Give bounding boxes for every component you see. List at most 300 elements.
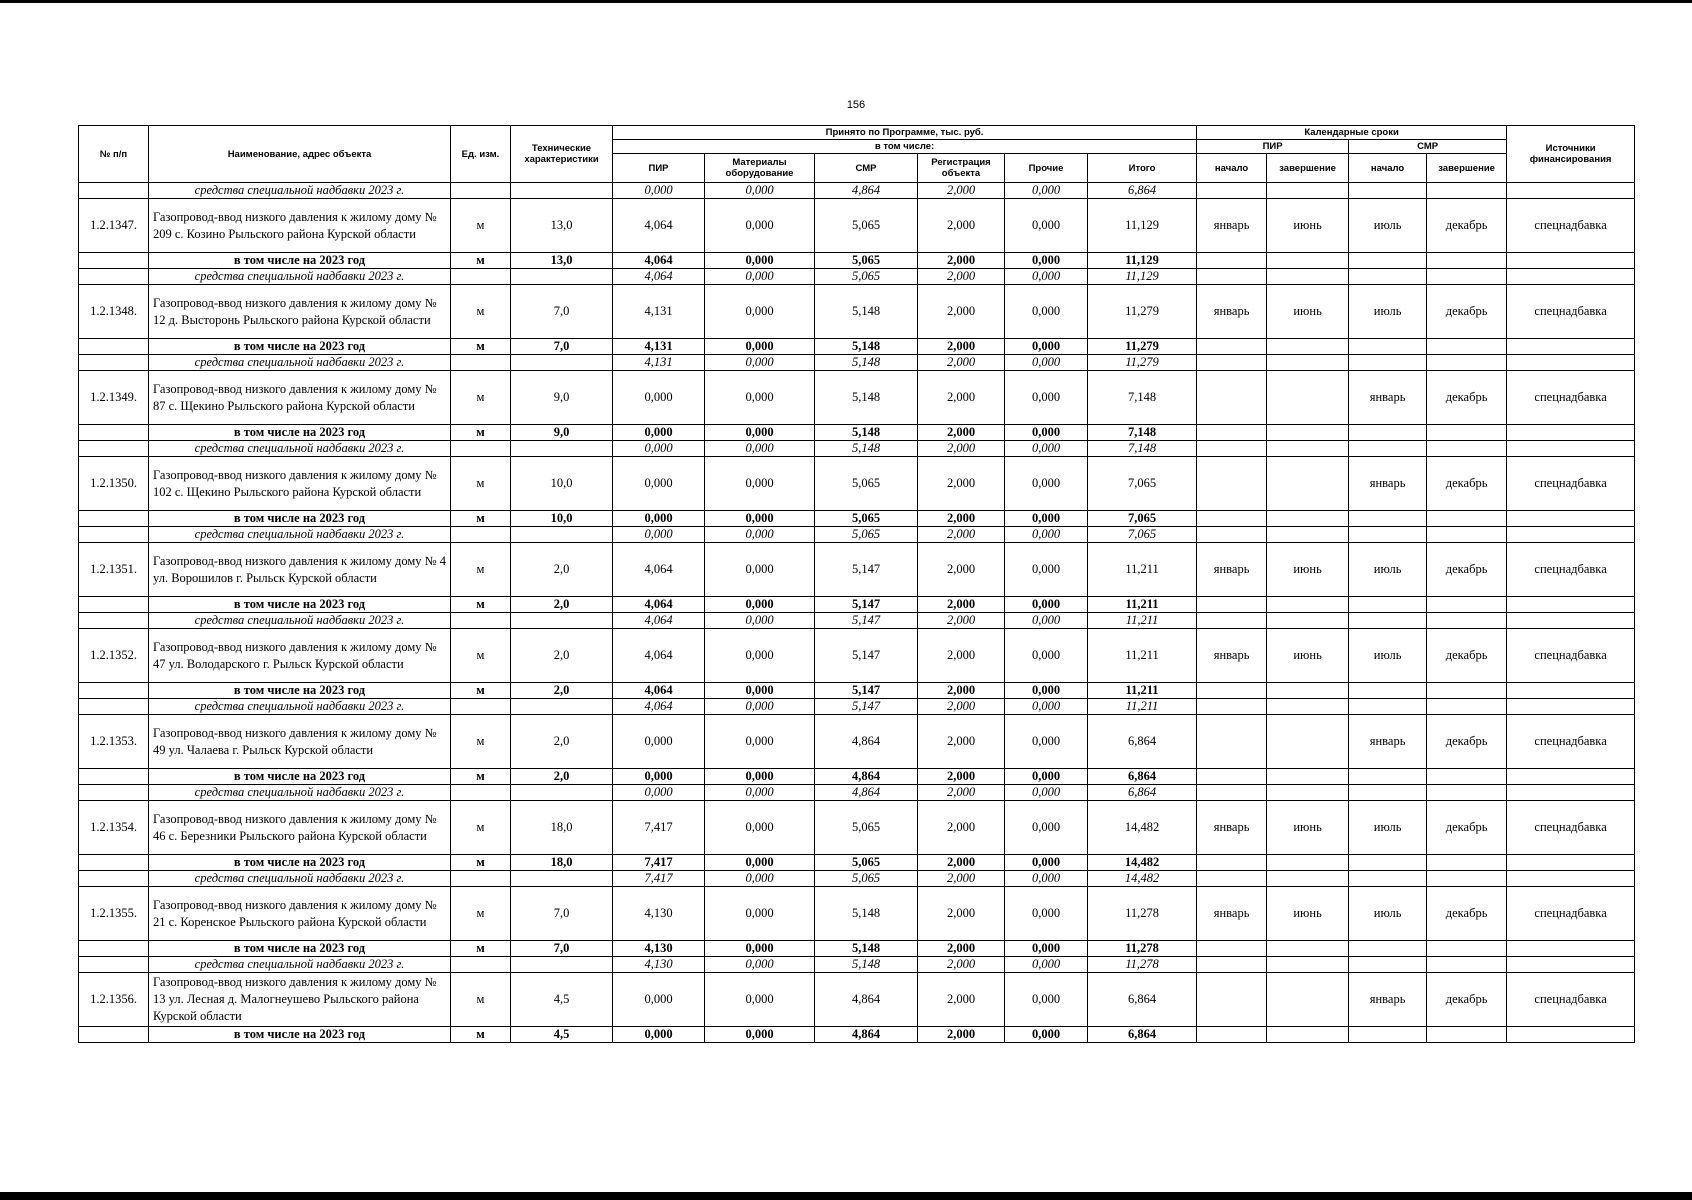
cell-empty <box>451 183 511 199</box>
cell-pir-start <box>1197 715 1267 769</box>
cell-smr-start: июль <box>1349 629 1427 683</box>
cell-empty <box>451 957 511 973</box>
cell-other: 0,000 <box>1005 457 1088 511</box>
cell-materials: 0,000 <box>705 597 815 613</box>
source-row <box>79 957 1635 973</box>
cell-pir: 4,064 <box>613 253 705 269</box>
cell-empty <box>1349 253 1427 269</box>
header-materials: Материалы оборудование <box>705 154 815 183</box>
cell-pir: 0,000 <box>613 441 705 457</box>
object-row <box>79 801 1635 855</box>
cell-pir: 0,000 <box>613 769 705 785</box>
cell-materials: 0,000 <box>705 253 815 269</box>
cell-empty <box>1267 269 1349 285</box>
cell-pir: 0,000 <box>613 425 705 441</box>
cell-smr-end: декабрь <box>1427 629 1507 683</box>
cell-registration: 2,000 <box>918 957 1005 973</box>
cell-empty <box>451 785 511 801</box>
cell-label: средства специальной надбавки 2023 г. <box>149 269 451 285</box>
header-other: Прочие <box>1005 154 1088 183</box>
cell-name: Газопровод-ввод низкого давления к жилому дому № 102 с. Щекино Рыльского района Курской области <box>149 457 451 511</box>
cell-total: 6,864 <box>1088 715 1197 769</box>
cell-empty <box>1349 699 1427 715</box>
cell-other: 0,000 <box>1005 269 1088 285</box>
cell-empty <box>1507 941 1635 957</box>
cell-pir: 4,064 <box>613 629 705 683</box>
cell-empty <box>1427 527 1507 543</box>
cell-empty <box>1507 527 1635 543</box>
cell-other: 0,000 <box>1005 887 1088 941</box>
cell-empty <box>511 871 613 887</box>
cell-pir-start: январь <box>1197 887 1267 941</box>
cell-pir: 4,131 <box>613 339 705 355</box>
cell-smr: 5,148 <box>815 425 918 441</box>
cell-tech: 13,0 <box>511 253 613 269</box>
cell-pir-end: июнь <box>1267 543 1349 597</box>
cell-empty <box>1197 941 1267 957</box>
cell-empty <box>1507 441 1635 457</box>
cell-empty <box>1349 597 1427 613</box>
cell-empty <box>1349 339 1427 355</box>
cell-label: средства специальной надбавки 2023 г. <box>149 355 451 371</box>
cell-unit: м <box>451 339 511 355</box>
cell-empty <box>1267 253 1349 269</box>
cell-total: 11,279 <box>1088 339 1197 355</box>
cell-materials: 0,000 <box>705 683 815 699</box>
cell-smr: 5,148 <box>815 441 918 457</box>
year-row <box>79 769 1635 785</box>
cell-empty <box>79 511 149 527</box>
cell-tech: 2,0 <box>511 629 613 683</box>
header-pir-group: ПИР <box>1197 140 1349 154</box>
cell-label: в том числе на 2023 год <box>149 339 451 355</box>
header-calendar: Календарные сроки <box>1197 126 1507 140</box>
cell-smr: 5,065 <box>815 511 918 527</box>
cell-empty <box>1197 785 1267 801</box>
cell-total: 7,148 <box>1088 441 1197 457</box>
cell-empty <box>1507 855 1635 871</box>
object-row <box>79 371 1635 425</box>
cell-unit: м <box>451 253 511 269</box>
cell-tech: 7,0 <box>511 887 613 941</box>
cell-total: 14,482 <box>1088 801 1197 855</box>
cell-materials: 0,000 <box>705 457 815 511</box>
cell-materials: 0,000 <box>705 183 815 199</box>
cell-empty <box>1427 253 1507 269</box>
cell-label: в том числе на 2023 год <box>149 855 451 871</box>
cell-unit: м <box>451 543 511 597</box>
cell-materials: 0,000 <box>705 371 815 425</box>
cell-tech: 7,0 <box>511 285 613 339</box>
cell-empty <box>1349 855 1427 871</box>
object-row <box>79 973 1635 1027</box>
cell-materials: 0,000 <box>705 941 815 957</box>
cell-materials: 0,000 <box>705 269 815 285</box>
cell-empty <box>1507 355 1635 371</box>
cell-unit: м <box>451 511 511 527</box>
cell-empty <box>1197 957 1267 973</box>
cell-tech: 4,5 <box>511 1027 613 1043</box>
cell-empty <box>451 613 511 629</box>
source-row <box>79 441 1635 457</box>
cell-empty <box>451 871 511 887</box>
cell-pir-end: июнь <box>1267 801 1349 855</box>
cell-pir: 0,000 <box>613 183 705 199</box>
cell-empty <box>511 613 613 629</box>
cell-label: в том числе на 2023 год <box>149 597 451 613</box>
cell-empty <box>511 527 613 543</box>
cell-registration: 2,000 <box>918 355 1005 371</box>
cell-empty <box>1267 183 1349 199</box>
cell-smr-end: декабрь <box>1427 543 1507 597</box>
cell-empty <box>1197 441 1267 457</box>
cell-smr: 5,065 <box>815 855 918 871</box>
cell-total: 7,065 <box>1088 457 1197 511</box>
cell-empty <box>1267 1027 1349 1043</box>
cell-pir: 0,000 <box>613 527 705 543</box>
cell-pir-start <box>1197 457 1267 511</box>
cell-unit: м <box>451 769 511 785</box>
cell-registration: 2,000 <box>918 183 1005 199</box>
cell-empty <box>79 425 149 441</box>
header-total: Итого <box>1088 154 1197 183</box>
cell-empty <box>79 339 149 355</box>
cell-empty <box>1507 683 1635 699</box>
cell-total: 6,864 <box>1088 973 1197 1027</box>
cell-num: 1.2.1355. <box>79 887 149 941</box>
cell-pir-end: июнь <box>1267 285 1349 339</box>
cell-registration: 2,000 <box>918 253 1005 269</box>
cell-tech: 7,0 <box>511 339 613 355</box>
cell-empty <box>1427 941 1507 957</box>
cell-materials: 0,000 <box>705 425 815 441</box>
cell-registration: 2,000 <box>918 441 1005 457</box>
cell-smr: 5,148 <box>815 285 918 339</box>
cell-other: 0,000 <box>1005 699 1088 715</box>
cell-pir-start: январь <box>1197 801 1267 855</box>
cell-other: 0,000 <box>1005 785 1088 801</box>
cell-label: средства специальной надбавки 2023 г. <box>149 613 451 629</box>
cell-tech: 10,0 <box>511 511 613 527</box>
cell-empty <box>79 855 149 871</box>
cell-pir-start: январь <box>1197 543 1267 597</box>
cell-registration: 2,000 <box>918 425 1005 441</box>
cell-other: 0,000 <box>1005 543 1088 597</box>
cell-empty <box>79 355 149 371</box>
cell-empty <box>1267 941 1349 957</box>
cell-unit: м <box>451 715 511 769</box>
header-pir: ПИР <box>613 154 705 183</box>
cell-materials: 0,000 <box>705 957 815 973</box>
cell-other: 0,000 <box>1005 511 1088 527</box>
cell-other: 0,000 <box>1005 355 1088 371</box>
cell-pir-end <box>1267 457 1349 511</box>
cell-smr: 5,065 <box>815 457 918 511</box>
scan-edge-bottom <box>0 1192 1692 1200</box>
cell-smr: 4,864 <box>815 973 918 1027</box>
cell-other: 0,000 <box>1005 801 1088 855</box>
cell-materials: 0,000 <box>705 527 815 543</box>
cell-source: спецнадбавка <box>1507 371 1635 425</box>
cell-empty <box>511 957 613 973</box>
cell-registration: 2,000 <box>918 699 1005 715</box>
cell-empty <box>1427 855 1507 871</box>
cell-other: 0,000 <box>1005 683 1088 699</box>
cell-empty <box>79 597 149 613</box>
cell-materials: 0,000 <box>705 769 815 785</box>
cell-empty <box>451 527 511 543</box>
cell-num: 1.2.1349. <box>79 371 149 425</box>
cell-registration: 2,000 <box>918 527 1005 543</box>
cell-empty <box>511 699 613 715</box>
cell-registration: 2,000 <box>918 973 1005 1027</box>
cell-num: 1.2.1351. <box>79 543 149 597</box>
cell-pir-end <box>1267 973 1349 1027</box>
cell-smr-end: декабрь <box>1427 887 1507 941</box>
cell-smr-start: июль <box>1349 887 1427 941</box>
cell-source: спецнадбавка <box>1507 199 1635 253</box>
cell-name: Газопровод-ввод низкого давления к жилому дому № 12 д. Высторонь Рыльского района Курской области <box>149 285 451 339</box>
cell-label: средства специальной надбавки 2023 г. <box>149 183 451 199</box>
cell-unit: м <box>451 629 511 683</box>
cell-empty <box>1427 785 1507 801</box>
cell-empty <box>451 441 511 457</box>
cell-pir: 0,000 <box>613 457 705 511</box>
cell-source: спецнадбавка <box>1507 457 1635 511</box>
header-unit: Ед. изм. <box>451 126 511 183</box>
cell-source: спецнадбавка <box>1507 543 1635 597</box>
cell-empty <box>1267 871 1349 887</box>
cell-total: 6,864 <box>1088 183 1197 199</box>
cell-registration: 2,000 <box>918 785 1005 801</box>
cell-smr: 4,864 <box>815 1027 918 1043</box>
year-row <box>79 941 1635 957</box>
cell-tech: 9,0 <box>511 425 613 441</box>
header-sources: Источники финансирования <box>1507 126 1635 183</box>
cell-empty <box>1267 355 1349 371</box>
header-smr-end: завершение <box>1427 154 1507 183</box>
cell-smr: 5,065 <box>815 871 918 887</box>
cell-empty <box>1427 957 1507 973</box>
year-row <box>79 511 1635 527</box>
cell-smr-start: январь <box>1349 973 1427 1027</box>
cell-materials: 0,000 <box>705 973 815 1027</box>
cell-other: 0,000 <box>1005 769 1088 785</box>
cell-total: 7,148 <box>1088 371 1197 425</box>
cell-pir-end <box>1267 371 1349 425</box>
cell-registration: 2,000 <box>918 769 1005 785</box>
cell-empty <box>1349 511 1427 527</box>
cell-empty <box>1427 871 1507 887</box>
cell-registration: 2,000 <box>918 629 1005 683</box>
cell-other: 0,000 <box>1005 957 1088 973</box>
cell-total: 11,278 <box>1088 941 1197 957</box>
cell-materials: 0,000 <box>705 1027 815 1043</box>
cell-empty <box>79 253 149 269</box>
cell-smr: 5,065 <box>815 527 918 543</box>
header-tech: Технические характеристики <box>511 126 613 183</box>
cell-empty <box>79 183 149 199</box>
cell-empty <box>451 699 511 715</box>
cell-tech: 2,0 <box>511 769 613 785</box>
cell-empty <box>1427 597 1507 613</box>
header-registration: Регистрация объекта <box>918 154 1005 183</box>
cell-smr-start: июль <box>1349 543 1427 597</box>
cell-smr: 5,148 <box>815 339 918 355</box>
cell-empty <box>1349 957 1427 973</box>
source-row <box>79 871 1635 887</box>
cell-smr-end: декабрь <box>1427 973 1507 1027</box>
cell-registration: 2,000 <box>918 285 1005 339</box>
cell-empty <box>1507 699 1635 715</box>
cell-empty <box>1349 527 1427 543</box>
year-row <box>79 339 1635 355</box>
cell-empty <box>1349 183 1427 199</box>
cell-unit: м <box>451 973 511 1027</box>
cell-source: спецнадбавка <box>1507 887 1635 941</box>
cell-smr: 5,148 <box>815 941 918 957</box>
cell-empty <box>1427 355 1507 371</box>
cell-smr: 5,147 <box>815 597 918 613</box>
cell-unit: м <box>451 683 511 699</box>
cell-smr: 5,148 <box>815 887 918 941</box>
cell-pir: 0,000 <box>613 511 705 527</box>
cell-tech: 2,0 <box>511 597 613 613</box>
cell-other: 0,000 <box>1005 871 1088 887</box>
source-row <box>79 613 1635 629</box>
cell-unit: м <box>451 285 511 339</box>
cell-smr: 5,148 <box>815 957 918 973</box>
cell-smr-end: декабрь <box>1427 371 1507 425</box>
cell-source: спецнадбавка <box>1507 629 1635 683</box>
cell-unit: м <box>451 597 511 613</box>
cell-total: 11,211 <box>1088 699 1197 715</box>
cell-empty <box>1349 785 1427 801</box>
cell-empty <box>79 785 149 801</box>
cell-label: средства специальной надбавки 2023 г. <box>149 699 451 715</box>
cell-total: 11,211 <box>1088 543 1197 597</box>
object-row <box>79 457 1635 511</box>
cell-empty <box>451 355 511 371</box>
cell-empty <box>1427 183 1507 199</box>
year-row <box>79 855 1635 871</box>
cell-empty <box>1267 441 1349 457</box>
cell-empty <box>79 699 149 715</box>
cell-materials: 0,000 <box>705 629 815 683</box>
cell-name: Газопровод-ввод низкого давления к жилому дому № 47 ул. Володарского г. Рыльск Курской области <box>149 629 451 683</box>
cell-empty <box>1427 441 1507 457</box>
object-row <box>79 543 1635 597</box>
cell-label: в том числе на 2023 год <box>149 425 451 441</box>
cell-empty <box>1267 527 1349 543</box>
cell-empty <box>451 269 511 285</box>
cell-materials: 0,000 <box>705 855 815 871</box>
cell-smr-start: июль <box>1349 199 1427 253</box>
cell-total: 14,482 <box>1088 871 1197 887</box>
cell-registration: 2,000 <box>918 887 1005 941</box>
cell-tech: 13,0 <box>511 199 613 253</box>
header-pir-end: завершение <box>1267 154 1349 183</box>
scan-edge-top <box>0 0 1692 3</box>
cell-pir-end: июнь <box>1267 629 1349 683</box>
cell-registration: 2,000 <box>918 543 1005 597</box>
header-num: № п/п <box>79 126 149 183</box>
cell-materials: 0,000 <box>705 871 815 887</box>
cell-unit: м <box>451 1027 511 1043</box>
cell-empty <box>1267 699 1349 715</box>
cell-materials: 0,000 <box>705 613 815 629</box>
cell-smr: 5,065 <box>815 199 918 253</box>
cell-name: Газопровод-ввод низкого давления к жилому дому № 87 с. Щекино Рыльского района Курской области <box>149 371 451 425</box>
cell-smr-start: январь <box>1349 371 1427 425</box>
cell-empty <box>1267 425 1349 441</box>
cell-empty <box>1267 613 1349 629</box>
source-row <box>79 355 1635 371</box>
cell-smr: 5,148 <box>815 371 918 425</box>
cell-other: 0,000 <box>1005 597 1088 613</box>
cell-smr: 5,065 <box>815 269 918 285</box>
cell-smr: 5,065 <box>815 253 918 269</box>
cell-other: 0,000 <box>1005 629 1088 683</box>
object-row <box>79 285 1635 339</box>
cell-tech: 18,0 <box>511 801 613 855</box>
cell-other: 0,000 <box>1005 941 1088 957</box>
cell-pir-start: январь <box>1197 199 1267 253</box>
cell-label: в том числе на 2023 год <box>149 1027 451 1043</box>
cell-num: 1.2.1356. <box>79 973 149 1027</box>
cell-tech: 2,0 <box>511 543 613 597</box>
cell-total: 11,211 <box>1088 597 1197 613</box>
cell-empty <box>79 441 149 457</box>
cell-empty <box>1197 511 1267 527</box>
cell-pir: 0,000 <box>613 715 705 769</box>
cell-source: спецнадбавка <box>1507 285 1635 339</box>
cell-empty <box>79 941 149 957</box>
cell-empty <box>1349 941 1427 957</box>
cell-smr-start: январь <box>1349 715 1427 769</box>
cell-source: спецнадбавка <box>1507 801 1635 855</box>
cell-label: в том числе на 2023 год <box>149 941 451 957</box>
cell-empty <box>1349 613 1427 629</box>
cell-smr: 5,147 <box>815 613 918 629</box>
cell-label: средства специальной надбавки 2023 г. <box>149 785 451 801</box>
cell-smr: 4,864 <box>815 715 918 769</box>
cell-empty <box>1197 527 1267 543</box>
cell-source: спецнадбавка <box>1507 715 1635 769</box>
cell-empty <box>1507 769 1635 785</box>
header-pir-start: начало <box>1197 154 1267 183</box>
cell-registration: 2,000 <box>918 371 1005 425</box>
cell-smr-end: декабрь <box>1427 715 1507 769</box>
cell-empty <box>1507 339 1635 355</box>
header-smr: СМР <box>815 154 918 183</box>
cell-total: 6,864 <box>1088 785 1197 801</box>
cell-smr: 4,864 <box>815 769 918 785</box>
cell-empty <box>1267 597 1349 613</box>
cell-label: в том числе на 2023 год <box>149 511 451 527</box>
cell-name: Газопровод-ввод низкого давления к жилому дому № 13 ул. Лесная д. Малогнеушево Рыльского района Курской области <box>149 973 451 1027</box>
cell-pir: 4,130 <box>613 941 705 957</box>
cell-pir: 0,000 <box>613 371 705 425</box>
cell-total: 11,129 <box>1088 253 1197 269</box>
cell-empty <box>79 527 149 543</box>
cell-empty <box>1197 339 1267 355</box>
cell-materials: 0,000 <box>705 715 815 769</box>
cell-empty <box>1267 769 1349 785</box>
cell-num: 1.2.1352. <box>79 629 149 683</box>
cell-unit: м <box>451 199 511 253</box>
object-row <box>79 199 1635 253</box>
